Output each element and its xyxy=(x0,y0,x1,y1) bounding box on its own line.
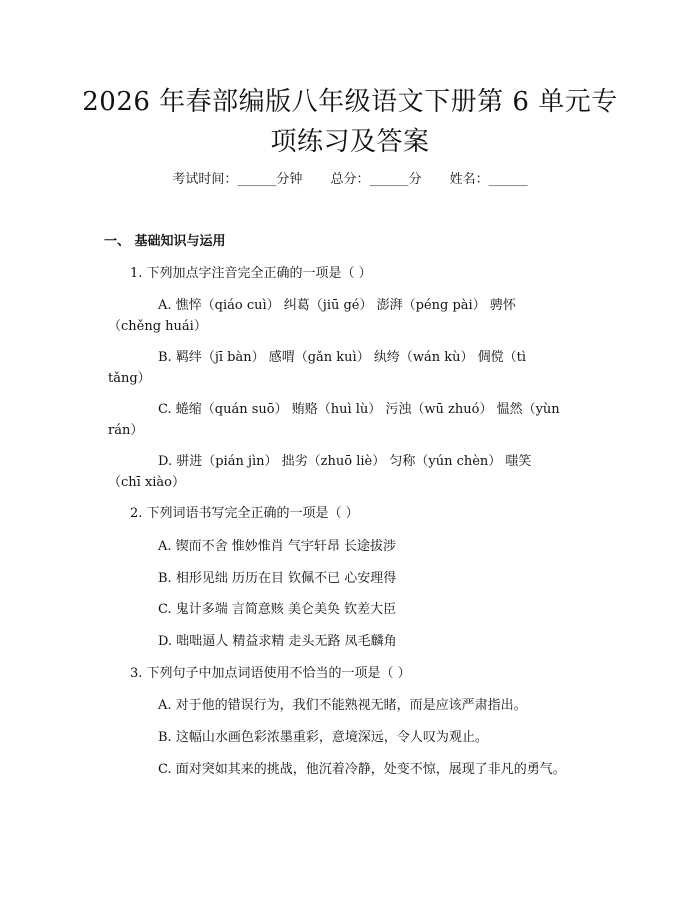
question-1-option-b: B. 羁绊（jī bàn） 感喟（gǎn kuì） 纨绔（wán kù） 倜傥（tì xyxy=(158,350,526,365)
question-2-stem: 2. 下列词语书写完全正确的一项是（ ） xyxy=(130,506,359,521)
question-1-stem: 1. 下列加点字注音完全正确的一项是（ ） xyxy=(130,266,372,281)
question-3-option-b: B. 这幅山水画色彩浓墨重彩，意境深远，令人叹为观止。 xyxy=(158,730,488,745)
question-1-option-a: A. 憔悴（qiáo cuì） 纠葛（jiū gé） 澎湃（péng pài） 骋怀 xyxy=(158,298,516,313)
question-2-option-b: B. 相形见绌 历历在目 钦佩不已 心安理得 xyxy=(158,571,397,586)
section-heading: 一、 基础知识与运用 xyxy=(104,234,226,249)
question-1-option-d-wrap: （chī xiào） xyxy=(108,475,186,490)
question-1-option-b-wrap: tǎng） xyxy=(108,371,151,386)
title-line-2: 项练习及答案 xyxy=(270,127,430,157)
exam-time-field: 考试时间：______分钟 xyxy=(172,172,303,187)
document-title xyxy=(60,82,640,162)
question-1-option-d: D. 骈进（pián jìn） 拙劣（zhuō liè） 匀称（yún chèn） 嗤笑 xyxy=(158,454,532,469)
question-1-option-a-wrap: （chěng huái） xyxy=(108,319,207,334)
question-3-option-a: A. 对于他的错误行为，我们不能熟视无睹，而是应该严肃指出。 xyxy=(158,698,527,713)
question-2-option-c: C. 鬼计多端 言简意赅 美仑美奂 钦差大臣 xyxy=(158,602,397,617)
question-1-option-c: C. 蜷缩（quán suō） 贿赂（huì lù） 污浊（wū zhuó） 愠然（yùn xyxy=(158,402,560,417)
question-2-option-a: A. 锲而不舍 惟妙惟肖 气宇轩昂 长途拔涉 xyxy=(158,539,397,554)
name-field: 姓名：______ xyxy=(449,172,528,187)
question-3-stem: 3. 下列句子中加点词语使用不恰当的一项是（ ） xyxy=(130,666,411,681)
total-score-field: 总分：______分 xyxy=(330,172,422,187)
question-3-option-c: C. 面对突如其来的挑战，他沉着冷静，处变不惊，展现了非凡的勇气。 xyxy=(158,762,566,777)
question-1-option-c-wrap: rán） xyxy=(108,423,144,438)
title-line-1: 2026 年春部编版八年级语文下册第 6 单元专 xyxy=(82,87,618,117)
question-2-option-d: D. 咄咄逼人 精益求精 走头无路 凤毛麟角 xyxy=(158,634,397,649)
exam-info xyxy=(0,168,700,187)
